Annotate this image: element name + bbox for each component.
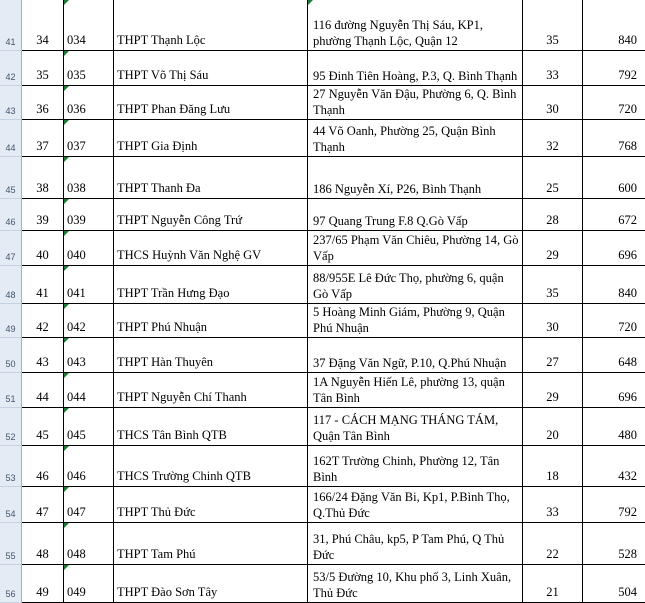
cell-code[interactable]	[64, 487, 114, 523]
cell-stt-text: 42	[36, 320, 49, 334]
cell-code-text: 035	[67, 68, 86, 82]
cell-stt[interactable]	[22, 157, 64, 199]
error-indicator-icon	[64, 304, 69, 309]
cell-school-name[interactable]	[114, 446, 308, 487]
row-header[interactable]: 49	[0, 304, 22, 338]
cell-total[interactable]	[583, 86, 645, 120]
cell-rooms-text: 22	[546, 547, 559, 561]
cell-code-text: 046	[67, 469, 86, 483]
cell-school-name[interactable]	[114, 86, 308, 120]
cell-rooms-text: 35	[546, 33, 559, 47]
cell-code-text: 048	[67, 547, 86, 561]
cell-address[interactable]	[308, 199, 523, 231]
row-header[interactable]: 41	[0, 0, 22, 51]
cell-address-text: 95 Đinh Tiên Hoàng, P.3, Q. Bình Thạnh	[313, 69, 518, 83]
row-header[interactable]: 48	[0, 266, 22, 304]
cell-school-name[interactable]	[114, 199, 308, 231]
cell-school-name-text: THPT Nguyễn Công Trứ	[117, 213, 242, 227]
cell-code-text: 039	[67, 213, 86, 227]
row-header[interactable]: 46	[0, 199, 22, 231]
cell-stt[interactable]	[22, 231, 64, 266]
cell-total[interactable]	[583, 408, 645, 446]
cell-address[interactable]	[308, 0, 523, 51]
cell-code-text: 044	[67, 390, 86, 404]
table-row	[0, 565, 645, 603]
cell-school-name[interactable]	[114, 231, 308, 266]
cell-rooms-text: 27	[546, 355, 559, 369]
table-row	[0, 446, 645, 487]
cell-code[interactable]	[64, 86, 114, 120]
table-row	[0, 51, 645, 86]
cell-rooms[interactable]	[523, 0, 583, 51]
error-indicator-icon	[64, 86, 69, 91]
cell-total-text: 696	[618, 390, 637, 404]
row-header[interactable]: 45	[0, 157, 22, 199]
cell-total[interactable]	[583, 373, 645, 408]
table-row	[0, 304, 645, 338]
cell-total-text: 792	[618, 68, 637, 82]
cell-school-name[interactable]	[114, 304, 308, 338]
cell-stt[interactable]	[22, 86, 64, 120]
cell-stt-text: 39	[36, 213, 49, 227]
cell-total[interactable]	[583, 51, 645, 86]
cell-code[interactable]	[64, 565, 114, 603]
cell-stt-text: 37	[36, 139, 49, 153]
cell-total-text: 840	[618, 286, 637, 300]
cell-address[interactable]	[308, 86, 523, 120]
cell-address[interactable]	[308, 266, 523, 304]
cell-rooms-text: 33	[546, 505, 559, 519]
cell-rooms-text: 28	[546, 213, 559, 227]
cell-code[interactable]	[64, 0, 114, 51]
cell-rooms-text: 21	[546, 585, 559, 599]
cell-stt[interactable]	[22, 523, 64, 565]
cell-rooms-text: 33	[546, 68, 559, 82]
cell-address-text: 117 - CÁCH MẠNG THÁNG TÁM, Quận Tân Bình	[313, 413, 499, 443]
cell-address[interactable]	[308, 231, 523, 266]
cell-code[interactable]	[64, 51, 114, 86]
cell-code-text: 038	[67, 181, 86, 195]
row-header[interactable]: 42	[0, 51, 22, 86]
cell-school-name[interactable]	[114, 0, 308, 51]
cell-rooms-text: 30	[546, 320, 559, 334]
error-indicator-icon	[308, 0, 313, 5]
cell-rooms-text: 30	[546, 102, 559, 116]
cell-rooms[interactable]	[523, 86, 583, 120]
cell-stt[interactable]	[22, 304, 64, 338]
cell-address-text: 166/24 Đặng Văn Bi, Kp1, P.Bình Thọ, Q.Thủ Đức	[313, 490, 510, 520]
cell-address-text: 162T Trường Chinh, Phường 12, Tân Bình	[313, 454, 500, 484]
cell-school-name[interactable]	[114, 565, 308, 603]
cell-school-name[interactable]	[114, 408, 308, 446]
cell-total-text: 840	[618, 33, 637, 47]
cell-rooms[interactable]	[523, 446, 583, 487]
cell-address[interactable]	[308, 408, 523, 446]
cell-school-name[interactable]	[114, 120, 308, 157]
cell-school-name-text: THPT Tam Phú	[117, 547, 196, 561]
table-row	[0, 120, 645, 157]
cell-stt-text: 45	[36, 428, 49, 442]
cell-school-name-text: THPT Phú Nhuận	[117, 320, 208, 334]
cell-address[interactable]	[308, 120, 523, 157]
row-header[interactable]: 52	[0, 408, 22, 446]
cell-code-text: 040	[67, 248, 86, 262]
table-row	[0, 86, 645, 120]
cell-rooms[interactable]	[523, 199, 583, 231]
cell-address-text: 116 đường Nguyễn Thị Sáu, KP1, phường Thạnh Lộc, Quận 12	[313, 18, 483, 48]
cell-stt[interactable]	[22, 199, 64, 231]
cell-address-text: 97 Quang Trung F.8 Q.Gò Vấp	[313, 214, 468, 228]
cell-rooms-text: 35	[546, 286, 559, 300]
cell-stt-text: 44	[36, 390, 49, 404]
cell-rooms-text: 29	[546, 248, 559, 262]
cell-rooms-text: 29	[546, 390, 559, 404]
cell-address-text: 237/65 Phạm Văn Chiêu, Phường 14, Gò Vấp	[313, 233, 519, 263]
cell-school-name-text: THPT Gia Định	[117, 139, 198, 153]
table-row	[0, 231, 645, 266]
cell-total[interactable]	[583, 199, 645, 231]
cell-code[interactable]	[64, 523, 114, 565]
cell-address-text: 88/955E Lê Đức Thọ, phường 6, quận Gò Vấp	[313, 271, 504, 301]
cell-address[interactable]	[308, 304, 523, 338]
cell-total-text: 720	[618, 320, 637, 334]
table-row	[0, 487, 645, 523]
cell-total[interactable]	[583, 157, 645, 199]
cell-address-text: 31, Phú Châu, kp5, P Tam Phú, Q Thủ Đức	[313, 532, 505, 562]
error-indicator-icon	[64, 0, 69, 5]
cell-address[interactable]	[308, 157, 523, 199]
cell-rooms[interactable]	[523, 51, 583, 86]
cell-stt-text: 41	[36, 286, 49, 300]
cell-code-text: 047	[67, 505, 86, 519]
cell-total-text: 504	[618, 585, 637, 599]
cell-code-text: 049	[67, 585, 86, 599]
error-indicator-icon	[64, 266, 69, 271]
cell-stt[interactable]	[22, 408, 64, 446]
cell-total[interactable]	[583, 120, 645, 157]
cell-address[interactable]	[308, 565, 523, 603]
error-indicator-icon	[64, 157, 69, 162]
cell-total-text: 792	[618, 505, 637, 519]
error-indicator-icon	[64, 51, 69, 56]
cell-address-text: 1A Nguyễn Hiến Lê, phường 13, quận Tân Bình	[313, 375, 505, 405]
table-row	[0, 523, 645, 565]
cell-address-text: 27 Nguyễn Văn Đậu, Phường 6, Q. Bình Thạnh	[313, 87, 517, 117]
cell-school-name[interactable]	[114, 338, 308, 373]
table-row	[0, 157, 645, 199]
cell-total-text: 528	[618, 547, 637, 561]
error-indicator-icon	[64, 120, 69, 125]
cell-rooms[interactable]	[523, 408, 583, 446]
cell-total[interactable]	[583, 565, 645, 603]
cell-stt[interactable]	[22, 266, 64, 304]
cell-code[interactable]	[64, 199, 114, 231]
error-indicator-icon	[64, 446, 69, 451]
cell-stt[interactable]	[22, 338, 64, 373]
cell-rooms-text: 20	[546, 428, 559, 442]
row-header[interactable]: 54	[0, 487, 22, 523]
cell-stt-text: 38	[36, 181, 49, 195]
cell-code-text: 041	[67, 286, 86, 300]
error-indicator-icon	[64, 338, 69, 343]
cell-total-text: 648	[618, 355, 637, 369]
row-header[interactable]: 51	[0, 373, 22, 408]
error-indicator-icon	[64, 199, 69, 204]
cell-school-name[interactable]	[114, 487, 308, 523]
cell-address[interactable]	[308, 338, 523, 373]
cell-address-text: 44 Võ Oanh, Phường 25, Quận Bình Thạnh	[313, 124, 496, 154]
cell-school-name-text: THPT Nguyễn Chí Thanh	[117, 390, 247, 404]
cell-rooms-text: 18	[546, 469, 559, 483]
row-header[interactable]: 53	[0, 446, 22, 487]
cell-code-text: 045	[67, 428, 86, 442]
table-row	[0, 373, 645, 408]
cell-school-name[interactable]	[114, 523, 308, 565]
cell-stt-text: 34	[36, 33, 49, 47]
table-row	[0, 0, 645, 51]
cell-school-name[interactable]	[114, 157, 308, 199]
cell-address[interactable]	[308, 487, 523, 523]
cell-total[interactable]	[583, 487, 645, 523]
cell-stt[interactable]	[22, 373, 64, 408]
table-row	[0, 266, 645, 304]
table-row	[0, 408, 645, 446]
cell-school-name-text: THPT Thanh Đa	[117, 181, 201, 195]
cell-school-name-text: THCS Huỳnh Văn Nghệ GV	[117, 248, 262, 262]
cell-total[interactable]	[583, 231, 645, 266]
table-row	[0, 199, 645, 231]
cell-school-name-text: THCS Tân Bình QTB	[117, 428, 227, 442]
cell-address[interactable]	[308, 446, 523, 487]
cell-school-name-text: THPT Thạnh Lộc	[117, 33, 206, 47]
cell-school-name-text: THPT Trần Hưng Đạo	[117, 286, 230, 300]
row-header[interactable]: 56	[0, 565, 22, 603]
cell-total-text: 480	[618, 428, 637, 442]
cell-total[interactable]	[583, 523, 645, 565]
cell-address[interactable]	[308, 523, 523, 565]
cell-school-name-text: THPT Phan Đăng Lưu	[117, 102, 231, 116]
cell-school-name[interactable]	[114, 266, 308, 304]
cell-stt-text: 49	[36, 585, 49, 599]
cell-code-text: 036	[67, 102, 86, 116]
cell-total[interactable]	[583, 338, 645, 373]
cell-rooms[interactable]	[523, 304, 583, 338]
row-header[interactable]: 50	[0, 338, 22, 373]
cell-rooms[interactable]	[523, 565, 583, 603]
cell-address-text: 5 Hoàng Minh Giám, Phường 9, Quận Phú Nhuận	[313, 305, 505, 335]
row-header[interactable]: 44	[0, 120, 22, 157]
row-header[interactable]: 47	[0, 231, 22, 266]
cell-school-name-text: THCS Trường Chinh QTB	[117, 469, 251, 483]
cell-school-name-text: THPT Thủ Đức	[117, 505, 196, 519]
cell-address-text: 186 Nguyễn Xí, P26, Bình Thạnh	[313, 182, 482, 196]
cell-address-text: 53/5 Đường 10, Khu phố 3, Linh Xuân, Thủ Đức	[313, 570, 512, 600]
cell-stt-text: 43	[36, 355, 49, 369]
cell-stt-text: 48	[36, 547, 49, 561]
cell-code-text: 034	[67, 33, 86, 47]
cell-code-text: 043	[67, 355, 86, 369]
cell-code[interactable]	[64, 304, 114, 338]
cell-stt[interactable]	[22, 446, 64, 487]
cell-stt-text: 40	[36, 248, 49, 262]
cell-total-text: 672	[618, 213, 637, 227]
cell-code[interactable]	[64, 157, 114, 199]
cell-stt-text: 35	[36, 68, 49, 82]
error-indicator-icon	[64, 373, 69, 378]
table-row	[0, 338, 645, 373]
cell-total[interactable]	[583, 304, 645, 338]
cell-code[interactable]	[64, 120, 114, 157]
cell-code[interactable]	[64, 266, 114, 304]
cell-rooms[interactable]	[523, 231, 583, 266]
cell-stt[interactable]	[22, 51, 64, 86]
cell-school-name-text: THPT Hàn Thuyên	[117, 355, 214, 369]
cell-school-name[interactable]	[114, 373, 308, 408]
cell-stt-text: 46	[36, 469, 49, 483]
cell-rooms[interactable]	[523, 120, 583, 157]
row-header[interactable]: 43	[0, 86, 22, 120]
cell-rooms[interactable]	[523, 373, 583, 408]
cell-code-text: 042	[67, 320, 86, 334]
cell-total-text: 432	[618, 469, 637, 483]
row-header[interactable]: 55	[0, 523, 22, 565]
cell-stt-text: 36	[36, 102, 49, 116]
cell-address[interactable]	[308, 373, 523, 408]
cell-address[interactable]	[308, 51, 523, 86]
cell-school-name-text: THPT Võ Thị Sáu	[117, 68, 209, 82]
cell-code[interactable]	[64, 338, 114, 373]
cell-school-name[interactable]	[114, 51, 308, 86]
cell-rooms[interactable]	[523, 266, 583, 304]
cell-stt[interactable]	[22, 120, 64, 157]
cell-total[interactable]	[583, 0, 645, 51]
cell-total[interactable]	[583, 266, 645, 304]
cell-code[interactable]	[64, 408, 114, 446]
cell-total-text: 600	[618, 181, 637, 195]
cell-total-text: 720	[618, 102, 637, 116]
error-indicator-icon	[64, 565, 69, 570]
cell-rooms[interactable]	[523, 157, 583, 199]
cell-rooms-text: 32	[546, 139, 559, 153]
cell-rooms[interactable]	[523, 487, 583, 523]
cell-code-text: 037	[67, 139, 86, 153]
cell-total-text: 696	[618, 248, 637, 262]
cell-stt[interactable]	[22, 487, 64, 523]
cell-school-name-text: THPT Đào Sơn Tây	[117, 585, 218, 599]
error-indicator-icon	[64, 487, 69, 492]
error-indicator-icon	[64, 523, 69, 528]
error-indicator-icon	[64, 231, 69, 236]
cell-code[interactable]	[64, 446, 114, 487]
cell-rooms[interactable]	[523, 338, 583, 373]
cell-code[interactable]	[64, 373, 114, 408]
cell-stt-text: 47	[36, 505, 49, 519]
cell-code[interactable]	[64, 231, 114, 266]
cell-stt[interactable]	[22, 565, 64, 603]
cell-rooms[interactable]	[523, 523, 583, 565]
cell-total[interactable]	[583, 446, 645, 487]
error-indicator-icon	[64, 408, 69, 413]
cell-stt[interactable]	[22, 0, 64, 51]
cell-address-text: 37 Đặng Văn Ngữ, P.10, Q.Phú Nhuận	[313, 356, 507, 370]
cell-rooms-text: 25	[546, 181, 559, 195]
cell-total-text: 768	[618, 139, 637, 153]
